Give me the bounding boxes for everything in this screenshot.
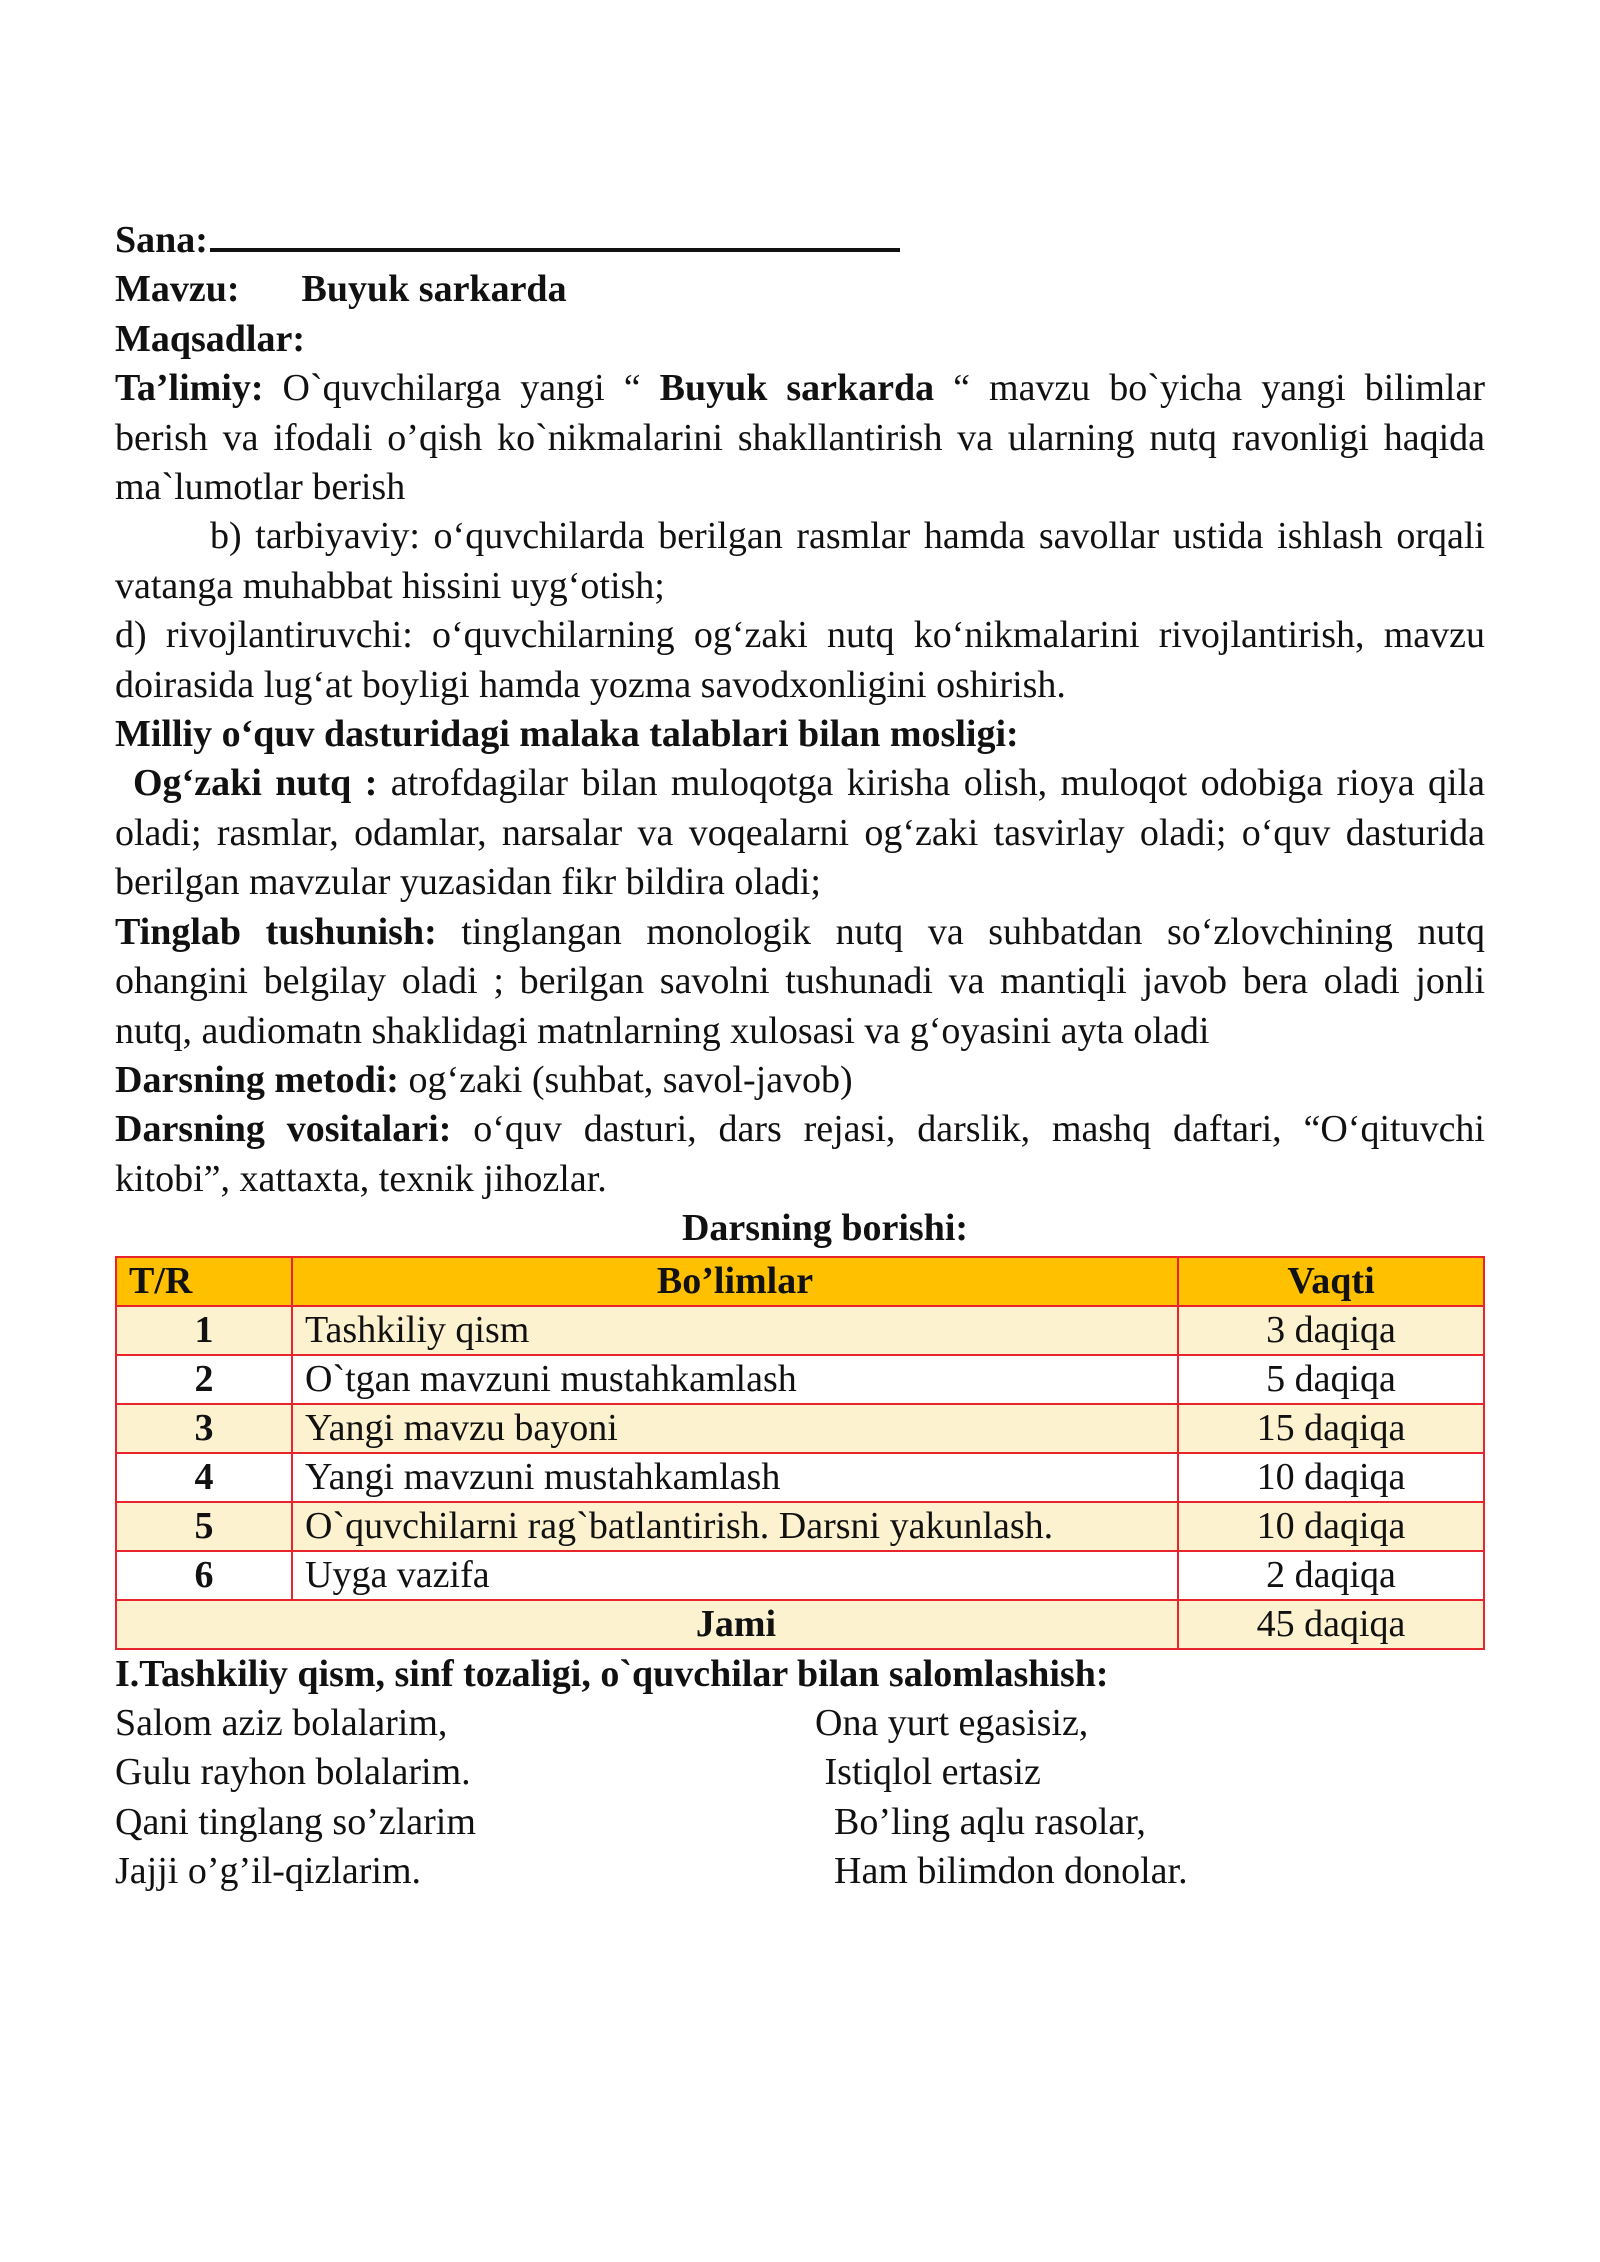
table-row [116,1306,1484,1355]
poem-right-line: Ona yurt egasisiz, [815,1701,1089,1744]
total-label: Jami [116,1600,1178,1649]
metodi-label: Darsning metodi: [115,1058,399,1101]
tinglab-paragraph [115,908,1485,1056]
table-row [116,1404,1484,1453]
table-total-row [116,1600,1484,1649]
header-bolimlar: Bo’limlar [292,1257,1178,1306]
row-section: Tashkiliy qism [292,1306,1178,1355]
row-section: O`quvchilarni rag`batlantirish. Darsni yakunlash. [292,1502,1178,1551]
row-time: 3 daqiqa [1178,1306,1484,1355]
row-section: Yangi mavzu bayoni [292,1404,1178,1453]
topic-line [115,265,1485,314]
header-vaqti: Vaqti [1178,1257,1484,1306]
row-time: 5 daqiqa [1178,1355,1484,1404]
mavzu-label: Mavzu: [115,268,240,311]
maqsadlar-label: Maqsadlar: [115,317,305,360]
date-blank [210,210,900,252]
poem-right-line: Ham bilimdon donolar. [815,1850,1188,1893]
tarbiyaviy-text: b) tarbiyaviy: o‘quvchilarda berilgan rasmlar hamda savollar ustida ishlash orqali vatanga muhabbat hissini uyg‘otish; [115,515,1485,607]
table-row [116,1453,1484,1502]
talimiy-label: Ta’limiy: [115,367,264,410]
vositalari-label: Darsning vositalari: [115,1108,452,1151]
table-header-row [116,1257,1484,1306]
ogzaki-paragraph [115,759,1485,907]
row-time: 2 daqiqa [1178,1551,1484,1600]
vositalari-paragraph [115,1105,1485,1204]
poem-left-line: Jajji o’g’il-qizlarim. [115,1850,422,1893]
ogzaki-text: atrofdagilar bilan muloqotga kirisha olish, muloqot odobiga rioya qila oladi; rasmlar, odamlar, narsalar va voqealarni og‘zaki tasvirlay oladi; o‘quv dasturida berilgan mavzular yuzasidan fikr bildira oladi; [115,762,1485,904]
row-number: 4 [116,1453,292,1502]
row-number: 3 [116,1404,292,1453]
poem-left-line: Gulu rayhon bolalarim. [115,1751,471,1794]
header-tr: T/R [116,1257,292,1306]
tinglab-text: tinglangan monologik nutq va suhbatdan so‘zlovchining nutq ohangini belgilay oladi ; berilgan savolni tushunadi va mantiqli javob bera oladi jonli nutq, audiomatn shaklidagi matnlarning xulosasi va g‘oyasini ayta oladi [115,910,1485,1052]
greeting-poem [115,1699,1485,1897]
row-number: 1 [116,1306,292,1355]
poem-right-line: Bo’ling aqlu rasolar, [815,1800,1146,1843]
talimiy-text-after: “ mavzu bo`yicha yangi bilimlar berish va ifodali o’qish ko`nikmalarini shakllantirish va ularning nutq ravonligi haqida ma`lumotlar berish [115,367,1485,509]
table-row [116,1502,1484,1551]
section1-heading: I.Tashkiliy qism, sinf tozaligi, o`quvchilar bilan salomlashish: [115,1652,1109,1695]
tinglab-label: Tinglab tushunish: [115,910,437,953]
row-number: 5 [116,1502,292,1551]
poem-right-line: Istiqlol ertasiz [815,1751,1041,1794]
poem-left-line: Salom aziz bolalarim, [115,1701,448,1744]
lesson-schedule-table [115,1256,1485,1650]
metodi-paragraph [115,1056,1485,1105]
total-time: 45 daqiqa [1178,1600,1484,1649]
table-row [116,1551,1484,1600]
sana-label: Sana: [115,219,208,261]
rivojlantiruvchi-paragraph: d) rivojlantiruvchi: o‘quvchilarning og‘zaki nutq ko‘nikmalarini rivojlantirish, mavzu doirasida lug‘at boyligi hamda yozma savodxonligini oshirish. [115,614,1485,706]
borishi-title: Darsning borishi: [681,1207,969,1250]
milliy-heading: Milliy o‘quv dasturidagi malaka talablari bilan mosligi: [115,713,1019,756]
date-line [115,210,1485,265]
row-section: Uyga vazifa [292,1551,1178,1600]
mavzu-title: Buyuk sarkarda [301,268,567,311]
vositalari-text: o‘quv dasturi, dars rejasi, darslik, mashq daftari, “O‘qituvchi kitobi”, xattaxta, texnik jihozlar. [115,1108,1485,1200]
table-row [116,1355,1484,1404]
row-section: Yangi mavzuni mustahkamlash [292,1453,1178,1502]
tarbiyaviy-paragraph [115,512,1485,611]
lesson-plan [115,210,1485,1897]
row-time: 10 daqiqa [1178,1453,1484,1502]
poem-left-line: Qani tinglang so’zlarim [115,1800,476,1843]
talimiy-topic: Buyuk sarkarda [659,367,935,410]
talimiy-text-before: O`quvchilarga yangi “ [263,367,660,410]
row-number: 2 [116,1355,292,1404]
row-number: 6 [116,1551,292,1600]
row-section: O`tgan mavzuni mustahkamlash [292,1355,1178,1404]
ogzaki-label: Og‘zaki nutq : [133,762,378,805]
metodi-text: og‘zaki (suhbat, savol-javob) [398,1058,853,1101]
row-time: 10 daqiqa [1178,1502,1484,1551]
row-time: 15 daqiqa [1178,1404,1484,1453]
talimiy-paragraph [115,364,1485,512]
